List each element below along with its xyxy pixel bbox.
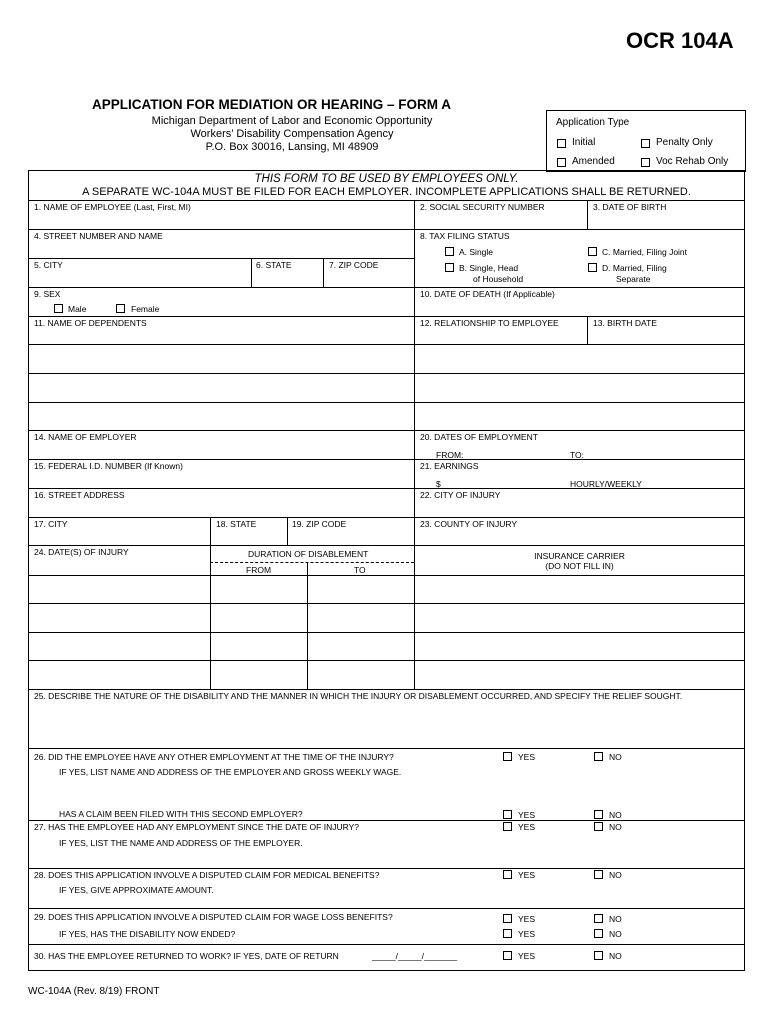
q30-no-label: NO <box>609 951 622 961</box>
q29-sub-label: IF YES, HAS THE DISABILITY NOW ENDED? <box>59 929 236 939</box>
duration-to-label: TO <box>354 565 366 575</box>
q30-no-checkbox[interactable] <box>594 951 603 960</box>
q26-no-checkbox[interactable] <box>594 752 603 761</box>
agency-address <box>142 115 442 154</box>
initial-label: Initial <box>572 137 596 148</box>
initial-checkbox[interactable] <box>557 139 566 148</box>
dates-injury-label: 24. DATE(S) OF INJURY <box>34 547 129 557</box>
dependents-label: 11. NAME OF DEPENDENTS <box>34 318 147 328</box>
tax-head-household-checkbox[interactable] <box>445 263 454 272</box>
q28-yes-checkbox[interactable] <box>503 870 512 879</box>
q27-no-checkbox[interactable] <box>594 822 603 831</box>
q29-no-label: NO <box>609 914 622 924</box>
penalty-only-label: Penalty Only <box>656 137 713 148</box>
employment-to-label: TO: <box>570 450 585 460</box>
state-label: 6. STATE <box>256 260 292 270</box>
employer-city-label: 17. CITY <box>34 519 68 529</box>
q30-date-field[interactable]: _____/_____/_______ <box>372 951 458 961</box>
q28-sub-label: IF YES, GIVE APPROXIMATE AMOUNT. <box>59 885 214 895</box>
federal-id-label: 15. FEDERAL I.D. NUMBER (If Known) <box>34 461 183 471</box>
q26-claim-no-checkbox[interactable] <box>594 810 603 819</box>
q29-yes-label: YES <box>518 914 536 924</box>
tax-single-label: A. Single <box>459 247 494 257</box>
tax-married-joint-checkbox[interactable] <box>588 247 597 256</box>
tax-head-household-label-2: of Household <box>473 274 524 284</box>
zip-label: 7. ZIP CODE <box>329 260 379 270</box>
q26-yes-label: YES <box>518 752 536 762</box>
q30-label: 30. HAS THE EMPLOYEE RETURNED TO WORK? IF YES, DATE OF RETURN <box>34 951 339 961</box>
form-code: OCR 104A <box>626 28 734 53</box>
duration-from-label: FROM <box>246 565 272 575</box>
q27-sub-label: IF YES, LIST THE NAME AND ADDRESS OF THE EMPLOYER. <box>59 838 303 848</box>
q27-yes-label: YES <box>518 822 536 832</box>
application-type-label: Application Type <box>556 117 630 128</box>
relationship-label: 12. RELATIONSHIP TO EMPLOYEE <box>420 318 559 328</box>
female-checkbox[interactable] <box>116 304 125 313</box>
earnings-label: 21. EARNINGS <box>420 461 479 471</box>
tax-married-separate-checkbox[interactable] <box>588 263 597 272</box>
notice-employees-only: THIS FORM TO BE USED BY EMPLOYEES ONLY. <box>254 173 519 185</box>
insurance-sublabel: (DO NOT FILL IN) <box>545 561 614 571</box>
tax-head-household-label: B. Single, Head <box>459 263 519 273</box>
tax-married-separate-label-2: Separate <box>616 274 651 284</box>
amended-checkbox[interactable] <box>557 158 566 167</box>
penalty-only-checkbox[interactable] <box>641 139 650 148</box>
q26-claim-no-label: NO <box>609 810 622 820</box>
q28-yes-label: YES <box>518 870 536 880</box>
street-address-label: 16. STREET ADDRESS <box>34 490 125 500</box>
q29-ended-no-label: NO <box>609 929 622 939</box>
employment-from-label: FROM: <box>436 450 464 460</box>
agency-line: Workers’ Disability Compensation Agency <box>190 128 394 140</box>
male-label: Male <box>68 304 87 314</box>
dates-employment-label: 20. DATES OF EMPLOYMENT <box>420 432 538 442</box>
tax-married-joint-label: C. Married, Filing Joint <box>602 247 688 257</box>
q28-no-checkbox[interactable] <box>594 870 603 879</box>
earnings-dollar: $ <box>436 479 441 489</box>
insurance-label: INSURANCE CARRIER <box>534 551 625 561</box>
tax-married-separate-label: D. Married, Filing <box>602 263 667 273</box>
q26-yes-checkbox[interactable] <box>503 752 512 761</box>
q28-no-label: NO <box>609 870 622 880</box>
q29-ended-no-checkbox[interactable] <box>594 929 603 938</box>
earnings-rate: HOURLY/WEEKLY <box>570 479 642 489</box>
county-injury-label: 23. COUNTY OF INJURY <box>420 519 517 529</box>
street-label: 4. STREET NUMBER AND NAME <box>34 231 163 241</box>
q29-ended-yes-label: YES <box>518 929 536 939</box>
agency-line: Michigan Department of Labor and Economic Opportunity <box>151 115 433 127</box>
q26-no-label: NO <box>609 752 622 762</box>
voc-rehab-checkbox[interactable] <box>641 158 650 167</box>
birth-date-label: 13. BIRTH DATE <box>593 318 657 328</box>
q29-ended-yes-checkbox[interactable] <box>503 929 512 938</box>
q29-no-checkbox[interactable] <box>594 914 603 923</box>
tax-single-checkbox[interactable] <box>445 247 454 256</box>
duration-label: DURATION OF DISABLEMENT <box>248 549 369 559</box>
date-of-death-label: 10. DATE OF DEATH (If Applicable) <box>420 289 555 299</box>
ssn-label: 2. SOCIAL SECURITY NUMBER <box>420 202 545 212</box>
agency-line: P.O. Box 30016, Lansing, MI 48909 <box>205 141 379 153</box>
q27-no-label: NO <box>609 822 622 832</box>
q26-claim-yes-checkbox[interactable] <box>503 810 512 819</box>
city-injury-label: 22. CITY OF INJURY <box>420 490 501 500</box>
sex-label: 9. SEX <box>34 289 61 299</box>
q29-label: 29. DOES THIS APPLICATION INVOLVE A DISPUTED CLAIM FOR WAGE LOSS BENEFITS? <box>34 912 393 922</box>
footer-form-id: WC-104A (Rev. 8/19) FRONT <box>28 986 160 997</box>
q26-claim-label: HAS A CLAIM BEEN FILED WITH THIS SECOND EMPLOYER? <box>59 809 303 819</box>
tax-status-label: 8. TAX FILING STATUS <box>420 231 510 241</box>
city-label: 5. CITY <box>34 260 63 270</box>
q25-label: 25. DESCRIBE THE NATURE OF THE DISABILITY AND THE MANNER IN WHICH THE INJURY OR DISABLEMENT OCCURRED, AND SPECIFY THE RELIEF SOUGHT. <box>34 691 683 701</box>
employer-name-label: 14. NAME OF EMPLOYER <box>34 432 137 442</box>
q27-yes-checkbox[interactable] <box>503 822 512 831</box>
q30-yes-label: YES <box>518 951 536 961</box>
q28-label: 28. DOES THIS APPLICATION INVOLVE A DISPUTED CLAIM FOR MEDICAL BENEFITS? <box>34 870 380 880</box>
amended-label: Amended <box>572 156 615 167</box>
notice-separate-form: A SEPARATE WC-104A MUST BE FILED FOR EACH EMPLOYER. INCOMPLETE APPLICATIONS SHALL BE RETURNED. <box>82 186 691 198</box>
voc-rehab-label: Voc Rehab Only <box>656 156 729 167</box>
employee-name-label: 1. NAME OF EMPLOYEE (Last, First, MI) <box>34 202 191 212</box>
employer-state-label: 18. STATE <box>216 519 257 529</box>
q30-yes-checkbox[interactable] <box>503 951 512 960</box>
q26-label: 26. DID THE EMPLOYEE HAVE ANY OTHER EMPLOYMENT AT THE TIME OF THE INJURY? <box>34 752 394 762</box>
q27-label: 27. HAS THE EMPLOYEE HAD ANY EMPLOYMENT SINCE THE DATE OF INJURY? <box>34 822 359 832</box>
employer-zip-label: 19. ZIP CODE <box>292 519 347 529</box>
dob-label: 3. DATE OF BIRTH <box>593 202 667 212</box>
form-title: APPLICATION FOR MEDIATION OR HEARING – FORM A <box>92 97 451 112</box>
q26-sub-label: IF YES, LIST NAME AND ADDRESS OF THE EMPLOYER AND GROSS WEEKLY WAGE. <box>59 767 402 777</box>
female-label: Female <box>131 304 160 314</box>
q29-yes-checkbox[interactable] <box>503 914 512 923</box>
male-checkbox[interactable] <box>54 304 63 313</box>
q26-claim-yes-label: YES <box>518 810 536 820</box>
